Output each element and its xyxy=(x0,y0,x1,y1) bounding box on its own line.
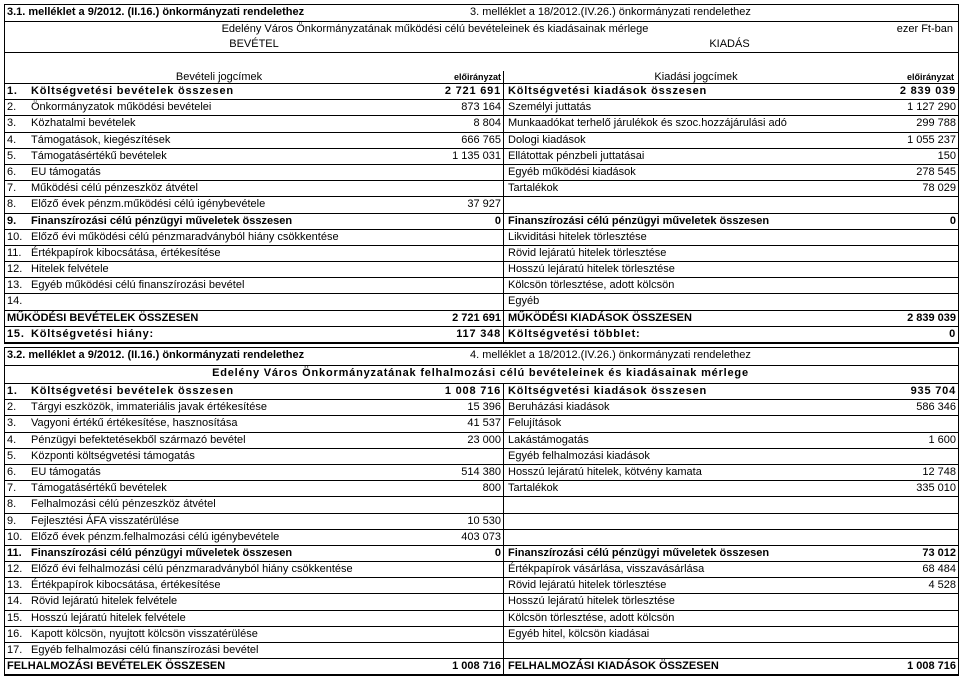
table-row xyxy=(5,165,958,181)
expense-value xyxy=(888,497,958,512)
table-row xyxy=(5,497,958,513)
income-value: 2 721 691 xyxy=(444,85,501,97)
sheet1-column-headers xyxy=(5,53,958,84)
income-label: Hosszú lejáratú hitelek felvétele xyxy=(31,611,186,624)
expense-label: Finanszírozási célú pénzügyi műveletek összesen xyxy=(503,546,888,561)
table-row xyxy=(5,294,958,310)
sheet1-income-header: BEVÉTEL xyxy=(229,38,279,50)
table-row xyxy=(5,327,958,343)
income-label: Felhalmozási célú pénzeszköz átvétel xyxy=(31,498,216,511)
row-number: 13. xyxy=(7,279,23,292)
row-number: 8. xyxy=(7,198,17,211)
table-row xyxy=(5,133,958,149)
sheet2-main-title: Edelény Város Önkormányzatának felhalmozási célú bevételeinek és kiadásainak mérlege xyxy=(212,367,749,379)
sheet1-rows xyxy=(5,84,958,343)
income-label: Hitelek felvétele xyxy=(31,263,109,276)
income-label: Önkormányzatok működési bevételei xyxy=(31,101,212,114)
income-value xyxy=(433,230,503,245)
sheet1-col-income: Bevételi jogcímek xyxy=(175,71,263,83)
income-value: 1 008 716 xyxy=(452,660,501,673)
income-value: 403 073 xyxy=(461,530,501,543)
sheet1-main-title: Edelény Város Önkormányzatának működési célú bevételeinek és kiadásainak mérlege xyxy=(221,23,649,35)
table-row xyxy=(5,84,958,100)
income-value: 666 765 xyxy=(461,133,501,146)
table-row xyxy=(5,197,958,213)
income-value: 10 530 xyxy=(467,514,501,527)
income-label xyxy=(29,294,433,309)
table-row xyxy=(5,181,958,197)
income-value: 1 135 031 xyxy=(452,149,501,162)
income-label: Pénzügyi befektetésekből származó bevétel xyxy=(31,433,246,446)
expense-value: 0 xyxy=(949,214,956,227)
sheet2-main-title-row xyxy=(5,366,958,384)
row-number: 16. xyxy=(7,627,23,640)
row-number: 9. xyxy=(7,214,17,227)
income-value: 873 164 xyxy=(461,101,501,114)
expense-value: 12 748 xyxy=(922,465,956,478)
sheet1-col-plan: előirányzat xyxy=(453,72,501,82)
row-number: 6. xyxy=(7,465,17,478)
expense-label: Egyéb hitel, kölcsön kiadásai xyxy=(503,627,888,642)
table-row xyxy=(5,416,958,432)
expense-value xyxy=(888,594,958,609)
expense-value xyxy=(888,262,958,277)
income-value xyxy=(433,449,503,464)
row-number: 14. xyxy=(7,295,23,308)
expense-value xyxy=(888,416,958,431)
expense-label: Hosszú lejáratú hitelek törlesztése xyxy=(503,594,888,609)
row-number: 5. xyxy=(7,149,17,162)
table-row xyxy=(5,449,958,465)
expense-label xyxy=(503,197,888,212)
income-value xyxy=(433,181,503,196)
income-value xyxy=(433,497,503,512)
income-value xyxy=(433,262,503,277)
income-value xyxy=(433,627,503,642)
row-number: 3. xyxy=(7,417,17,430)
expense-value: 278 545 xyxy=(916,165,956,178)
income-label: Költségvetési bevételek összesen xyxy=(31,85,234,97)
row-number: 12. xyxy=(7,563,23,576)
row-number: 17. xyxy=(7,644,23,656)
row-number: 3. xyxy=(7,117,17,130)
sheet2-rows xyxy=(5,384,958,675)
expense-label xyxy=(503,643,888,658)
table-row xyxy=(5,643,958,659)
expense-label: Költségvetési többlet: xyxy=(503,327,888,342)
income-value: 800 xyxy=(482,482,501,495)
row-number: 4. xyxy=(7,433,17,446)
income-value: 8 804 xyxy=(473,117,501,130)
expense-value xyxy=(888,643,958,658)
income-value xyxy=(433,643,503,658)
expense-label: Egyéb működési kiadások xyxy=(503,165,888,180)
expense-label: Hosszú lejáratú hitelek, kötvény kamata xyxy=(503,465,888,480)
sheet1-right-title: 3. melléklet a 18/2012.(IV.26.) önkormányzati rendelethez xyxy=(470,6,751,18)
expense-value xyxy=(888,197,958,212)
expense-label: Rövid lejáratú hitelek törlesztése xyxy=(503,578,888,593)
table-row xyxy=(5,562,958,578)
table-row xyxy=(5,546,958,562)
income-label: Előző évek pénzm.felhalmozási célú igénybevétele xyxy=(31,530,280,543)
income-value xyxy=(433,611,503,626)
expense-value: 2 839 039 xyxy=(907,311,956,324)
sheet2-title-row xyxy=(5,348,958,366)
row-number: 1. xyxy=(7,385,18,397)
income-label: Támogatásértékű bevételek xyxy=(31,482,167,495)
income-value xyxy=(433,578,503,593)
expense-label: Ellátottak pénzbeli juttatásai xyxy=(503,149,888,164)
row-number: 11. xyxy=(7,246,22,259)
income-label: Egyéb felhalmozási célú finanszírozási bevétel xyxy=(31,644,259,656)
table-row xyxy=(5,627,958,643)
expense-label: Egyéb felhalmozási kiadások xyxy=(503,449,888,464)
expense-label: Hosszú lejáratú hitelek törlesztése xyxy=(503,262,888,277)
income-label: Költségvetési hiány: xyxy=(31,327,154,340)
table-row xyxy=(5,465,958,481)
table-row xyxy=(5,116,958,132)
expense-label: FELHALMOZÁSI KIADÁSOK ÖSSZESEN xyxy=(503,659,888,674)
income-value xyxy=(433,294,503,309)
table-row xyxy=(5,278,958,294)
income-value: 1 008 716 xyxy=(444,385,501,397)
row-number: 10. xyxy=(7,530,23,543)
income-label: Fejlesztési ÁFA visszatérülése xyxy=(31,514,179,527)
expense-label: Munkaadókat terhelő járulékok és szoc.hozzájárulási adó xyxy=(503,116,888,131)
expense-value: 935 704 xyxy=(910,385,956,397)
table-row xyxy=(5,149,958,165)
income-label: Vagyoni értékű értékesítése, hasznosítása xyxy=(31,417,238,430)
expense-value: 68 484 xyxy=(922,563,956,576)
table-row xyxy=(5,433,958,449)
income-value: 2 721 691 xyxy=(452,311,501,324)
expense-value xyxy=(888,449,958,464)
sheet1-unit: ezer Ft-ban xyxy=(896,23,953,35)
income-label: Költségvetési bevételek összesen xyxy=(31,385,234,397)
expense-value xyxy=(888,627,958,642)
expense-label: Kölcsön törlesztése, adott kölcsön xyxy=(503,611,888,626)
income-label: FELHALMOZÁSI BEVÉTELEK ÖSSZESEN xyxy=(7,660,226,673)
expense-label: Likviditási hitelek törlesztése xyxy=(503,230,888,245)
sheet2-right-title: 4. melléklet a 18/2012.(IV.26.) önkormányzati rendelethez xyxy=(470,349,751,361)
income-label: Előző évek pénzm.működési célú igénybevétele xyxy=(31,198,266,211)
sheet2-left-title: 3.2. melléklet a 9/2012. (II.16.) önkormányzati rendelethez xyxy=(7,349,305,361)
row-number: 13. xyxy=(7,579,23,592)
income-label: Előző évi működési célú pénzmaradványból hiány csökkentése xyxy=(31,230,339,243)
income-value: 0 xyxy=(494,546,501,559)
income-value xyxy=(433,278,503,293)
expense-value: 150 xyxy=(937,149,956,162)
table-row xyxy=(5,514,958,530)
income-label: Közhatalmi bevételek xyxy=(31,117,136,130)
row-number: 7. xyxy=(7,482,17,495)
table-row xyxy=(5,214,958,230)
income-value: 15 396 xyxy=(467,401,501,414)
table-row xyxy=(5,578,958,594)
row-number: 1. xyxy=(7,85,18,97)
expense-label: Rövid lejáratú hitelek törlesztése xyxy=(503,246,888,261)
expense-value xyxy=(888,294,958,309)
row-number: 10. xyxy=(7,230,23,243)
income-label: Rövid lejáratú hitelek felvétele xyxy=(31,595,178,608)
expense-label: Értékpapírok vásárlása, visszavásárlása xyxy=(503,562,888,577)
table-row xyxy=(5,230,958,246)
expense-label xyxy=(503,530,888,545)
capital-balance-table xyxy=(4,347,959,676)
expense-value: 1 008 716 xyxy=(907,660,956,673)
row-number: 12. xyxy=(7,263,23,276)
income-label: Működési célú pénzeszköz átvétel xyxy=(31,182,198,195)
sheet1-title-row xyxy=(5,5,958,22)
expense-value xyxy=(888,230,958,245)
table-row xyxy=(5,311,958,327)
expense-label: Finanszírozási célú pénzügyi műveletek összesen xyxy=(503,214,888,229)
table-row xyxy=(5,400,958,416)
income-value: 41 537 xyxy=(467,417,501,430)
row-number: 15. xyxy=(7,327,25,340)
expense-label: Beruházási kiadások xyxy=(503,400,888,415)
expense-value xyxy=(888,278,958,293)
expense-value: 4 528 xyxy=(928,579,956,592)
row-number: 2. xyxy=(7,401,17,414)
income-value xyxy=(433,246,503,261)
row-number: 4. xyxy=(7,133,17,146)
expense-value: 586 346 xyxy=(916,401,956,414)
expense-label: Lakástámogatás xyxy=(503,433,888,448)
income-label: Támogatásértékű bevételek xyxy=(31,149,167,162)
income-label: Értékpapírok kibocsátása, értékesítése xyxy=(31,579,221,592)
expense-label: Dologi kiadások xyxy=(503,133,888,148)
income-value: 23 000 xyxy=(467,433,501,446)
income-value: 514 380 xyxy=(461,465,501,478)
expense-label: Tartalékok xyxy=(503,181,888,196)
income-label: Finanszírozási célú pénzügyi műveletek összesen xyxy=(31,214,293,227)
operating-balance-table xyxy=(4,4,959,344)
income-label: Finanszírozási célú pénzügyi műveletek összesen xyxy=(31,546,293,559)
row-number: 14. xyxy=(7,595,23,608)
expense-value: 299 788 xyxy=(916,117,956,130)
expense-value: 78 029 xyxy=(922,182,956,195)
row-number: 9. xyxy=(7,514,17,527)
row-number: 8. xyxy=(7,498,17,511)
income-label: Előző évi felhalmozási célú pénzmaradványból hiány csökkentése xyxy=(31,563,353,576)
expense-label: Egyéb xyxy=(503,294,888,309)
income-value xyxy=(433,594,503,609)
expense-label: Személyi juttatás xyxy=(503,100,888,115)
sheet1-expense-header: KIADÁS xyxy=(709,38,750,50)
expense-value: 335 010 xyxy=(916,482,956,495)
table-row xyxy=(5,100,958,116)
sheet1-main-title-row xyxy=(5,22,958,37)
income-label: Támogatások, kiegészítések xyxy=(31,133,171,146)
row-number: 11. xyxy=(7,546,22,559)
expense-value: 2 839 039 xyxy=(899,85,956,97)
expense-value: 73 012 xyxy=(922,546,956,559)
income-label: EU támogatás xyxy=(31,465,101,478)
table-row xyxy=(5,246,958,262)
expense-label: Tartalékok xyxy=(503,481,888,496)
sheet1-col-plan-expense: előirányzat xyxy=(906,72,954,82)
row-number: 6. xyxy=(7,165,17,178)
table-row xyxy=(5,481,958,497)
row-number: 2. xyxy=(7,101,17,114)
income-label: EU támogatás xyxy=(31,165,101,178)
income-value: 117 348 xyxy=(456,327,501,340)
row-number: 7. xyxy=(7,182,17,195)
expense-value xyxy=(888,611,958,626)
expense-label: Felujítások xyxy=(503,416,888,431)
income-value xyxy=(433,562,503,577)
sheet1-side-headers xyxy=(5,37,958,53)
income-label: Tárgyi eszközök, immateriális javak értékesítése xyxy=(31,401,267,414)
expense-label: Kölcsön törlesztése, adott kölcsön xyxy=(503,278,888,293)
table-row xyxy=(5,530,958,546)
expense-label xyxy=(503,497,888,512)
expense-value xyxy=(888,514,958,529)
income-value: 0 xyxy=(494,214,501,227)
income-label: Értékpapírok kibocsátása, értékesítése xyxy=(31,246,221,259)
table-row xyxy=(5,594,958,610)
expense-label: Költségvetési kiadások összesen xyxy=(503,384,888,399)
expense-label xyxy=(503,514,888,529)
expense-value: 1 600 xyxy=(928,433,956,446)
income-value: 37 927 xyxy=(467,198,501,211)
expense-label: Költségvetési kiadások összesen xyxy=(503,84,888,99)
expense-value xyxy=(888,246,958,261)
income-label: Központi költségvetési támogatás xyxy=(31,449,195,462)
income-value xyxy=(433,165,503,180)
income-label: Egyéb működési célú finanszírozási bevétel xyxy=(31,279,245,292)
income-label: MŰKÖDÉSI BEVÉTELEK ÖSSZESEN xyxy=(7,311,199,324)
expense-value: 1 127 290 xyxy=(907,101,956,114)
sheet1-col-expense: Kiadási jogcímek xyxy=(503,71,888,83)
income-label: Kapott kölcsön, nyujtott kölcsön visszatérülése xyxy=(31,627,258,640)
expense-value: 0 xyxy=(949,327,956,340)
expense-label: MŰKÖDÉSI KIADÁSOK ÖSSZESEN xyxy=(503,311,888,326)
table-row xyxy=(5,384,958,400)
table-row xyxy=(5,611,958,627)
expense-value: 1 055 237 xyxy=(907,133,956,146)
row-number: 15. xyxy=(7,611,23,624)
expense-value xyxy=(888,530,958,545)
table-row xyxy=(5,659,958,675)
table-row xyxy=(5,262,958,278)
row-number: 5. xyxy=(7,449,17,462)
sheet1-left-title: 3.1. melléklet a 9/2012. (II.16.) önkormányzati rendelethez xyxy=(7,6,305,18)
